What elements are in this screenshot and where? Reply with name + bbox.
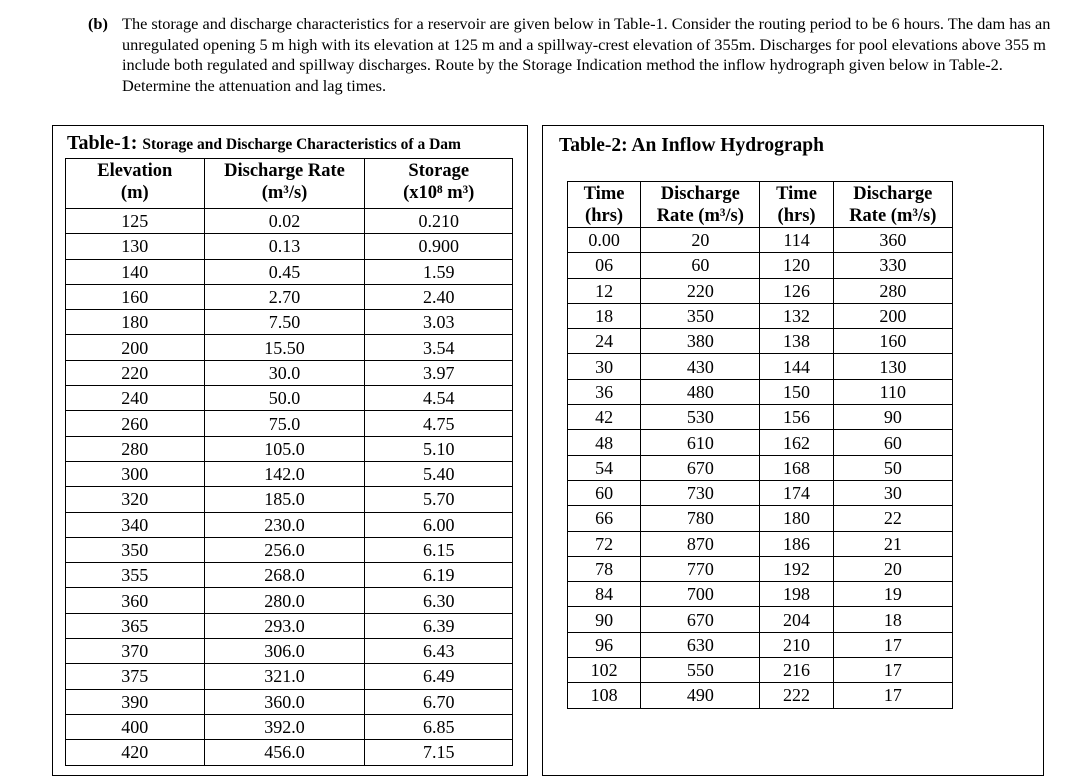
table1-row-cell: 280.0 <box>204 588 365 613</box>
table2-row <box>568 531 953 556</box>
table2-row-cell: 174 <box>760 480 833 505</box>
table1-row-cell: 125 <box>66 209 205 234</box>
table2-row-cell: 19 <box>833 582 952 607</box>
table2-row-cell: 24 <box>568 329 641 354</box>
table1-row-cell: 360 <box>66 588 205 613</box>
table1-row-cell: 365 <box>66 613 205 638</box>
table2-row-cell: 870 <box>641 531 760 556</box>
table2-row-cell: 380 <box>641 329 760 354</box>
table2-row-cell: 06 <box>568 253 641 278</box>
table1-row-cell: 15.50 <box>204 335 365 360</box>
table2-row-cell: 78 <box>568 556 641 581</box>
table1-row-cell: 306.0 <box>204 639 365 664</box>
table1-row-cell: 185.0 <box>204 487 365 512</box>
table2-row-cell: 60 <box>568 480 641 505</box>
table2-row <box>568 556 953 581</box>
table1-row-cell: 6.19 <box>365 563 513 588</box>
table2-row-cell: 36 <box>568 379 641 404</box>
table2-row-cell: 90 <box>568 607 641 632</box>
table2-row-cell: 102 <box>568 658 641 683</box>
table2-row-cell: 18 <box>568 303 641 328</box>
table1-row <box>66 335 513 360</box>
table2-row-cell: 360 <box>833 228 952 253</box>
table2-row-cell: 144 <box>760 354 833 379</box>
table1-row-cell: 105.0 <box>204 436 365 461</box>
table1-header-row <box>66 159 513 209</box>
table2-row <box>568 379 953 404</box>
table2-row-cell: 210 <box>760 632 833 657</box>
storage-header: Storage (x10⁸ m³) <box>365 159 513 209</box>
table1-row-cell: 140 <box>66 259 205 284</box>
table2-row-cell: 60 <box>641 253 760 278</box>
table1-row-cell: 160 <box>66 284 205 309</box>
table2-row-cell: 670 <box>641 607 760 632</box>
problem-text: The storage and discharge characteristics for a reservoir are given below in Table-1. Consider the routing period to be 6 hours. The dam has an unregulated opening 5 m high with its elevation at 125 m and a spillway-crest elevation of 355m. Discharges for pool elevations above 355 m include both regulated and spillway discharges. Route by the Storage Indication method the inflow hydrograph given below in Table-2. Determine the attenuation and lag times. <box>122 14 1051 95</box>
table1-row <box>66 461 513 486</box>
table2-row <box>568 506 953 531</box>
inflow-hydrograph-table <box>567 181 953 709</box>
table2-row-cell: 17 <box>833 683 952 708</box>
table2-row-cell: 60 <box>833 430 952 455</box>
table1-row-cell: 360.0 <box>204 689 365 714</box>
table1-row-cell: 4.75 <box>365 411 513 436</box>
table1-row-cell: 5.70 <box>365 487 513 512</box>
table1-title <box>67 132 461 155</box>
table2-row-cell: 168 <box>760 455 833 480</box>
table2-row-cell: 42 <box>568 405 641 430</box>
table2-row <box>568 582 953 607</box>
table1-row-cell: 6.30 <box>365 588 513 613</box>
table1-row-cell: 293.0 <box>204 613 365 638</box>
table2-row-cell: 160 <box>833 329 952 354</box>
table1-row-cell: 7.50 <box>204 310 365 335</box>
table2-row-cell: 0.00 <box>568 228 641 253</box>
table1-row <box>66 639 513 664</box>
table1-row <box>66 613 513 638</box>
discharge-header-1: Discharge Rate (m³/s) <box>641 182 760 228</box>
table1-row-cell: 220 <box>66 360 205 385</box>
discharge-header-2: Discharge Rate (m³/s) <box>833 182 952 228</box>
table1-row <box>66 209 513 234</box>
table2-row-cell: 490 <box>641 683 760 708</box>
table2-row-cell: 22 <box>833 506 952 531</box>
table2-row <box>568 253 953 278</box>
table2-row <box>568 329 953 354</box>
table2-row-cell: 480 <box>641 379 760 404</box>
table1-row-cell: 340 <box>66 512 205 537</box>
table1-row-cell: 392.0 <box>204 714 365 739</box>
time-header-1: Time (hrs) <box>568 182 641 228</box>
table1-row-cell: 260 <box>66 411 205 436</box>
table1-row <box>66 234 513 259</box>
table2-row-cell: 90 <box>833 405 952 430</box>
table1-row-cell: 6.85 <box>365 714 513 739</box>
table1-row-cell: 180 <box>66 310 205 335</box>
table1-row-cell: 3.54 <box>365 335 513 360</box>
table2-row-cell: 204 <box>760 607 833 632</box>
table2-row-cell: 114 <box>760 228 833 253</box>
table1-title-prefix: Table-1: <box>67 132 143 154</box>
table2-row-cell: 280 <box>833 278 952 303</box>
table1-row <box>66 689 513 714</box>
table2-row-cell: 18 <box>833 607 952 632</box>
table1-row-cell: 2.40 <box>365 284 513 309</box>
table1-row-cell: 0.45 <box>204 259 365 284</box>
table1-row-cell: 256.0 <box>204 537 365 562</box>
table1-row-cell: 375 <box>66 664 205 689</box>
table1-row-cell: 321.0 <box>204 664 365 689</box>
table1-row-cell: 2.70 <box>204 284 365 309</box>
table1-row <box>66 259 513 284</box>
table1-row <box>66 487 513 512</box>
table2-body <box>568 228 953 709</box>
table1-row-cell: 3.03 <box>365 310 513 335</box>
table1-title-rest: Storage and Discharge Characteristics of a Dam <box>142 136 461 153</box>
table2-title: Table-2: An Inflow Hydrograph <box>559 135 824 156</box>
table1-row-cell: 6.00 <box>365 512 513 537</box>
table2-row-cell: 54 <box>568 455 641 480</box>
table2-row-cell: 21 <box>833 531 952 556</box>
table2-row-cell: 330 <box>833 253 952 278</box>
table2-row <box>568 632 953 657</box>
table2-row <box>568 607 953 632</box>
table1-row-cell: 6.39 <box>365 613 513 638</box>
table2-row-cell: 220 <box>641 278 760 303</box>
table2-row-cell: 162 <box>760 430 833 455</box>
table2-row-cell: 192 <box>760 556 833 581</box>
table2-row-cell: 66 <box>568 506 641 531</box>
table1-row-cell: 400 <box>66 714 205 739</box>
table2-row <box>568 658 953 683</box>
table1-row-cell: 268.0 <box>204 563 365 588</box>
table1-row-cell: 142.0 <box>204 461 365 486</box>
table2-row-cell: 12 <box>568 278 641 303</box>
table1-row-cell: 280 <box>66 436 205 461</box>
table1-row-cell: 420 <box>66 740 205 765</box>
table1-row-cell: 0.02 <box>204 209 365 234</box>
table1-row-cell: 370 <box>66 639 205 664</box>
table2-header-row <box>568 182 953 228</box>
table1-row <box>66 436 513 461</box>
time-header-2: Time (hrs) <box>760 182 833 228</box>
table2-row-cell: 530 <box>641 405 760 430</box>
table1-row-cell: 0.210 <box>365 209 513 234</box>
table2-row-cell: 200 <box>833 303 952 328</box>
table1-row-cell: 6.15 <box>365 537 513 562</box>
table2-row-cell: 110 <box>833 379 952 404</box>
problem-statement <box>88 14 1063 96</box>
table2-row-cell: 780 <box>641 506 760 531</box>
table2-row-cell: 17 <box>833 658 952 683</box>
storage-discharge-table <box>65 158 513 766</box>
table2-row-cell: 138 <box>760 329 833 354</box>
table2-frame <box>542 125 1044 776</box>
table2-row-cell: 20 <box>833 556 952 581</box>
table1-row-cell: 320 <box>66 487 205 512</box>
table1-row-cell: 6.43 <box>365 639 513 664</box>
table1-row-cell: 30.0 <box>204 360 365 385</box>
table2-row-cell: 50 <box>833 455 952 480</box>
table1-row-cell: 130 <box>66 234 205 259</box>
table2-row-cell: 132 <box>760 303 833 328</box>
table2-row-cell: 730 <box>641 480 760 505</box>
table1-row <box>66 588 513 613</box>
table2-row-cell: 630 <box>641 632 760 657</box>
table2-row-cell: 126 <box>760 278 833 303</box>
table2-row-cell: 120 <box>760 253 833 278</box>
table2-row-cell: 700 <box>641 582 760 607</box>
table1-row-cell: 0.13 <box>204 234 365 259</box>
table2-row-cell: 72 <box>568 531 641 556</box>
table2-row-cell: 30 <box>568 354 641 379</box>
table1-row-cell: 0.900 <box>365 234 513 259</box>
table2-row <box>568 405 953 430</box>
table2-row <box>568 480 953 505</box>
table1-row-cell: 1.59 <box>365 259 513 284</box>
table2-row <box>568 455 953 480</box>
table2-row-cell: 130 <box>833 354 952 379</box>
table2-row <box>568 430 953 455</box>
table1-row <box>66 512 513 537</box>
table2-row-cell: 180 <box>760 506 833 531</box>
table1-row-cell: 3.97 <box>365 360 513 385</box>
table1-row <box>66 537 513 562</box>
discharge-header: Discharge Rate (m³/s) <box>204 159 365 209</box>
table1-row <box>66 386 513 411</box>
table1-row-cell: 456.0 <box>204 740 365 765</box>
table1-row-cell: 240 <box>66 386 205 411</box>
table1-row-cell: 350 <box>66 537 205 562</box>
table1-row <box>66 740 513 765</box>
table1-row <box>66 360 513 385</box>
table1-row-cell: 7.15 <box>365 740 513 765</box>
table1-body <box>66 209 513 766</box>
table1-row-cell: 6.70 <box>365 689 513 714</box>
table2-row-cell: 84 <box>568 582 641 607</box>
table1-row-cell: 200 <box>66 335 205 360</box>
table2-row-cell: 430 <box>641 354 760 379</box>
table2-row-cell: 156 <box>760 405 833 430</box>
problem-label: (b) <box>88 14 108 33</box>
table1-row <box>66 310 513 335</box>
table2-row-cell: 20 <box>641 228 760 253</box>
table2-row-cell: 17 <box>833 632 952 657</box>
elevation-header: Elevation (m) <box>66 159 205 209</box>
table1-row <box>66 664 513 689</box>
table2-row-cell: 30 <box>833 480 952 505</box>
table1-row-cell: 300 <box>66 461 205 486</box>
table2-row-cell: 770 <box>641 556 760 581</box>
table2-row-cell: 550 <box>641 658 760 683</box>
table2-row <box>568 303 953 328</box>
table2-row-cell: 108 <box>568 683 641 708</box>
table1-row-cell: 5.10 <box>365 436 513 461</box>
table2-row-cell: 670 <box>641 455 760 480</box>
table1-row-cell: 50.0 <box>204 386 365 411</box>
table1-row <box>66 563 513 588</box>
table2-row <box>568 683 953 708</box>
table1-row-cell: 4.54 <box>365 386 513 411</box>
table2-row-cell: 216 <box>760 658 833 683</box>
table2-row-cell: 350 <box>641 303 760 328</box>
table1-row-cell: 355 <box>66 563 205 588</box>
table1-row-cell: 230.0 <box>204 512 365 537</box>
table1-row <box>66 714 513 739</box>
table1-frame <box>52 125 528 776</box>
table1-row-cell: 390 <box>66 689 205 714</box>
table2-row <box>568 278 953 303</box>
table2-row-cell: 48 <box>568 430 641 455</box>
table1-row-cell: 6.49 <box>365 664 513 689</box>
table1-row-cell: 75.0 <box>204 411 365 436</box>
table2-row <box>568 228 953 253</box>
table1-row <box>66 284 513 309</box>
table2-row-cell: 198 <box>760 582 833 607</box>
table2-row-cell: 96 <box>568 632 641 657</box>
table2-row-cell: 186 <box>760 531 833 556</box>
table2-row <box>568 354 953 379</box>
table1-row-cell: 5.40 <box>365 461 513 486</box>
table2-row-cell: 150 <box>760 379 833 404</box>
table2-row-cell: 610 <box>641 430 760 455</box>
table2-row-cell: 222 <box>760 683 833 708</box>
table1-row <box>66 411 513 436</box>
